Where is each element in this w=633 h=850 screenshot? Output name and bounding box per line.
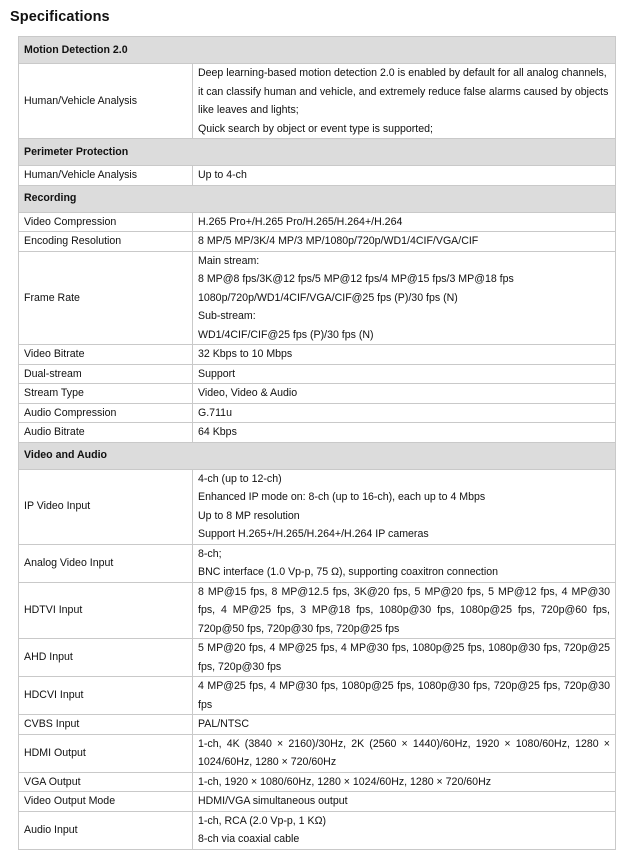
spec-row: [19, 715, 616, 735]
spec-row: [19, 384, 616, 404]
spec-label: Human/Vehicle Analysis: [19, 64, 193, 139]
spec-value-line: 8-ch;: [198, 547, 222, 560]
spec-value-line: H.265 Pro+/H.265 Pro/H.265/H.264+/H.264: [198, 215, 403, 228]
spec-value-line: 8 MP@15 fps, 8 MP@12.5 fps, 3K@20 fps, 5 MP@20 fps, 5 MP@12 fps, 4 MP@30 fps, 4 MP@25 fps, 3 MP@18 fps, 1080p@30 fps, 1080p@25 fps, 720p@60 fps, 720p@50 fps, 720p@30 fps, 720p@25 fps: [198, 585, 610, 635]
spec-value: [193, 677, 616, 715]
spec-label: IP Video Input: [19, 469, 193, 544]
spec-value-line: Video, Video & Audio: [198, 387, 298, 399]
spec-value-line: 1-ch, 1920 × 1080/60Hz, 1280 × 1024/60Hz, 1280 × 720/60Hz: [198, 775, 492, 788]
spec-row: [19, 251, 616, 345]
spec-value: [193, 544, 616, 582]
spec-label: Video Compression: [19, 212, 193, 232]
spec-value-line: Enhanced IP mode on: 8-ch (up to 16-ch), each up to 4 Mbps: [198, 491, 486, 503]
spec-value: [193, 212, 616, 232]
spec-value: [193, 403, 616, 423]
spec-label: HDTVI Input: [19, 582, 193, 639]
spec-label: Audio Bitrate: [19, 423, 193, 443]
section-header-row: [19, 139, 616, 166]
spec-label: HDMI Output: [19, 734, 193, 772]
spec-label: Video Output Mode: [19, 792, 193, 812]
spec-label: Human/Vehicle Analysis: [19, 166, 193, 186]
spec-value: [193, 251, 616, 345]
section-title: Perimeter Protection: [19, 139, 616, 166]
spec-value-line: 64 Kbps: [198, 426, 237, 438]
section-title: Video and Audio: [19, 442, 616, 469]
spec-value: [193, 423, 616, 443]
section-title: Recording: [19, 185, 616, 212]
spec-row: [19, 166, 616, 186]
spec-value: [193, 232, 616, 252]
spec-label: AHD Input: [19, 639, 193, 677]
spec-value-line: BNC interface (1.0 Vp-p, 75 Ω), supporting coaxitron connection: [198, 566, 498, 578]
spec-label: CVBS Input: [19, 715, 193, 735]
spec-row: [19, 772, 616, 792]
spec-row: [19, 212, 616, 232]
spec-value: [193, 715, 616, 735]
spec-value-line: Main stream:: [198, 254, 260, 267]
spec-row: [19, 364, 616, 384]
spec-row: [19, 544, 616, 582]
spec-label: Encoding Resolution: [19, 232, 193, 252]
spec-row: [19, 677, 616, 715]
specifications-table: [18, 36, 616, 850]
spec-value: [193, 582, 616, 639]
spec-label: Analog Video Input: [19, 544, 193, 582]
spec-value-line: WD1/4CIF/CIF@25 fps (P)/30 fps (N): [198, 328, 374, 341]
spec-value-line: Deep learning-based motion detection 2.0 is enabled by default for all analog channels, it can classify human and vehicle, and extremely reduce false alarms caused by objects like leaves and lights;: [198, 67, 609, 116]
spec-label: Dual-stream: [19, 364, 193, 384]
spec-value: [193, 772, 616, 792]
spec-value: [193, 345, 616, 365]
spec-value: [193, 166, 616, 186]
spec-row: [19, 582, 616, 639]
spec-row: [19, 469, 616, 544]
section-title: Motion Detection 2.0: [19, 37, 616, 64]
spec-value-line: Sub-stream:: [198, 310, 256, 322]
specifications-table-body: [19, 37, 616, 850]
section-header-row: [19, 442, 616, 469]
spec-value-line: 8-ch via coaxial cable: [198, 833, 300, 845]
spec-value-line: 4-ch (up to 12-ch): [198, 472, 282, 485]
spec-row: [19, 734, 616, 772]
spec-row: [19, 423, 616, 443]
spec-value-line: 5 MP@20 fps, 4 MP@25 fps, 4 MP@30 fps, 1080p@25 fps, 1080p@30 fps, 720p@25 fps, 720p@30 fps: [198, 642, 610, 673]
spec-value: [193, 639, 616, 677]
spec-value: [193, 64, 616, 139]
spec-value-line: 1-ch, 4K (3840 × 2160)/30Hz, 2K (2560 × 1440)/60Hz, 1920 × 1080/60Hz, 1280 × 1024/60Hz, 1280 × 720/60Hz: [198, 737, 610, 768]
section-header-row: [19, 185, 616, 212]
spec-label: Stream Type: [19, 384, 193, 404]
spec-label: Video Bitrate: [19, 345, 193, 365]
section-header-row: [19, 37, 616, 64]
spec-value-line: Quick search by object or event type is supported;: [198, 122, 433, 135]
spec-value-line: G.711u: [198, 406, 232, 419]
spec-value-line: 4 MP@25 fps, 4 MP@30 fps, 1080p@25 fps, 1080p@30 fps, 720p@25 fps, 720p@30 fps: [198, 680, 610, 711]
spec-row: [19, 64, 616, 139]
spec-row: [19, 639, 616, 677]
spec-label: Audio Compression: [19, 403, 193, 423]
spec-row: [19, 232, 616, 252]
spec-value: [193, 364, 616, 384]
spec-value-line: Up to 8 MP resolution: [198, 509, 300, 522]
page-title: Specifications: [10, 9, 110, 25]
spec-row: [19, 345, 616, 365]
spec-value-line: HDMI/VGA simultaneous output: [198, 795, 348, 807]
spec-value-line: 8 MP@8 fps/3K@12 fps/5 MP@12 fps/4 MP@15 fps/3 MP@18 fps: [198, 273, 514, 285]
spec-value-line: 1-ch, RCA (2.0 Vp-p, 1 KΩ): [198, 814, 327, 827]
spec-label: HDCVI Input: [19, 677, 193, 715]
spec-value: [193, 734, 616, 772]
spec-row: [19, 792, 616, 812]
spec-label: Audio Input: [19, 811, 193, 849]
spec-label: VGA Output: [19, 772, 193, 792]
spec-value-line: Support H.265+/H.265/H.264+/H.264 IP cameras: [198, 528, 429, 540]
spec-value: [193, 811, 616, 849]
spec-value: [193, 469, 616, 544]
spec-value-line: Support: [198, 367, 236, 380]
spec-row: [19, 403, 616, 423]
spec-value: [193, 792, 616, 812]
spec-value-line: 32 Kbps to 10 Mbps: [198, 348, 293, 360]
spec-value-line: Up to 4-ch: [198, 169, 247, 181]
spec-row: [19, 811, 616, 849]
spec-label: Frame Rate: [19, 251, 193, 345]
spec-value-line: 8 MP/5 MP/3K/4 MP/3 MP/1080p/720p/WD1/4CIF/VGA/CIF: [198, 235, 479, 247]
spec-value-line: PAL/NTSC: [198, 718, 250, 730]
spec-value: [193, 384, 616, 404]
spec-value-line: 1080p/720p/WD1/4CIF/VGA/CIF@25 fps (P)/30 fps (N): [198, 291, 458, 304]
